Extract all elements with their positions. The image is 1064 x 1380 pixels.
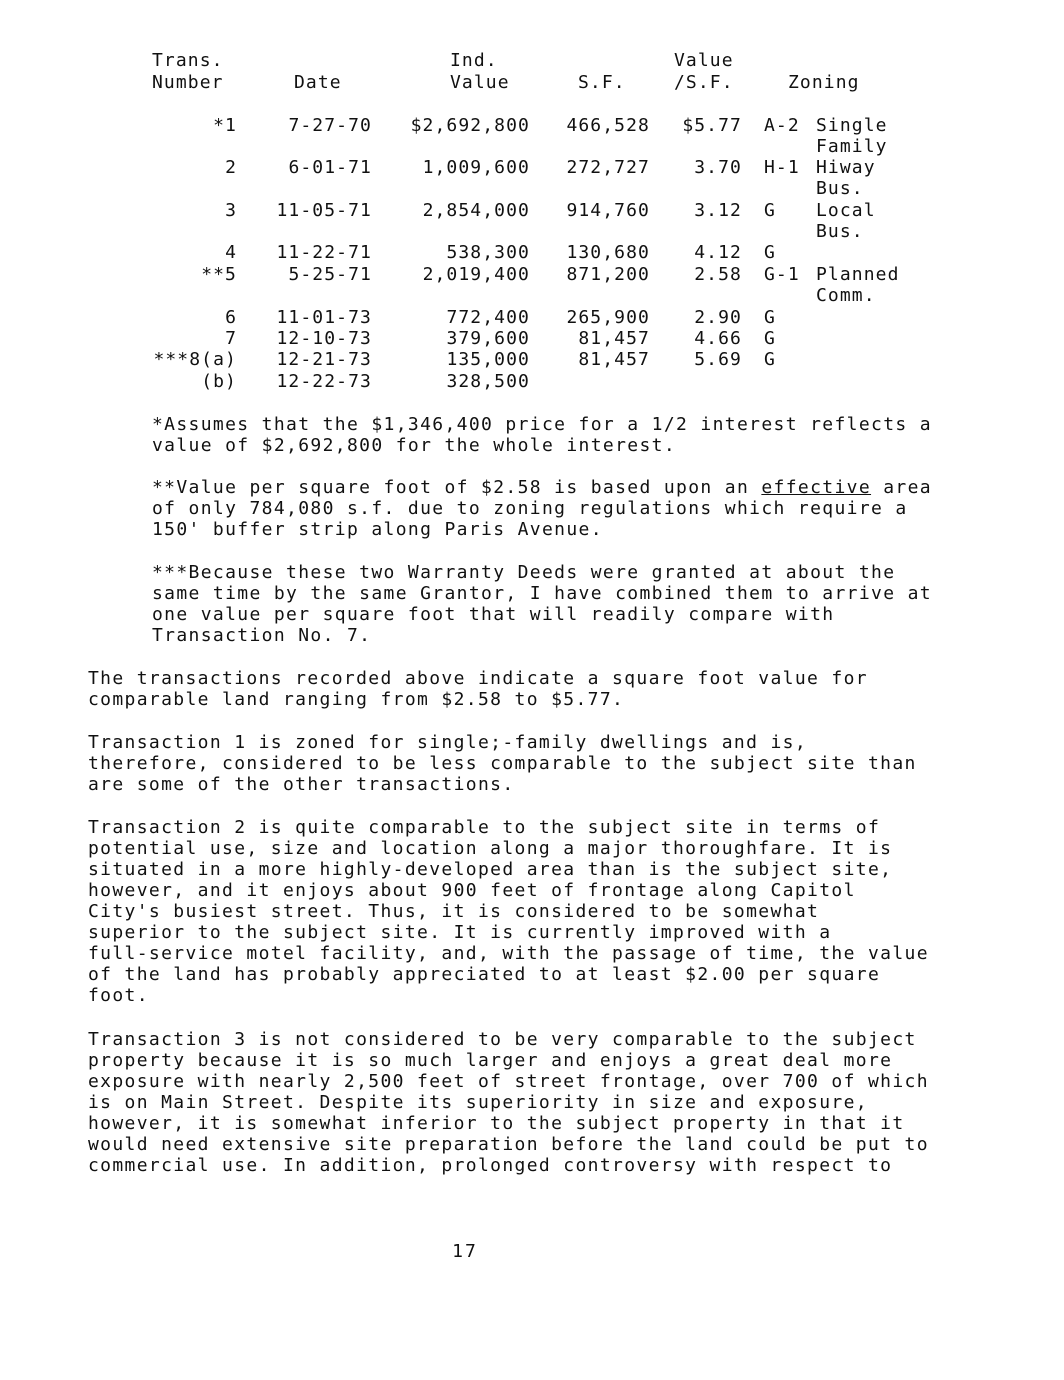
- paragraph-transaction-2: Transaction 2 is quite comparable to the subject site in terms of potential use, size and location along a major thoroughfare. It is situated in a more highly-developed area than is the subject site, however, and it enjoys about 900 feet of frontage along Capitol City's busiest street. Thus, it is considered to be somewhat superior to the subject site. It is currently improved with a full-service motel facility, and, with the passage of time, the value of the land has probably appreciated to at least $2.00 per square foot.: [88, 817, 929, 1006]
- table-cell-date: 12-22-73: [276, 371, 372, 392]
- footnote-text: **Value per square foot of $2.58 is based upon an: [152, 477, 762, 498]
- table-cell-value-sf: $5.77: [682, 115, 742, 136]
- table-cell-zone-desc2: Comm.: [816, 285, 876, 306]
- table-cell-number: 3: [225, 200, 237, 221]
- table-cell-zone-desc2: Bus.: [816, 221, 864, 242]
- table-cell-value: 379,600: [446, 328, 530, 349]
- header-date: Date: [294, 72, 342, 93]
- table-cell-value: $2,692,800: [410, 115, 530, 136]
- table-cell-value: 328,500: [446, 371, 530, 392]
- table-cell-number: 2: [225, 157, 237, 178]
- header-trans: Trans.: [152, 50, 224, 71]
- table-cell-sf: 265,900: [566, 307, 650, 328]
- table-cell-value: 135,000: [446, 349, 530, 370]
- table-cell-zone-desc: Hiway: [816, 157, 876, 178]
- table-cell-number: **5: [201, 264, 237, 285]
- table-cell-date: 5-25-71: [288, 264, 372, 285]
- table-cell-date: 11-05-71: [276, 200, 372, 221]
- header-number: Number: [152, 72, 224, 93]
- footnote-double-asterisk: [152, 477, 1012, 540]
- header-value: Value: [674, 50, 734, 71]
- table-cell-date: 11-22-71: [276, 242, 372, 263]
- table-cell-value-sf: 4.66: [694, 328, 742, 349]
- table-cell-date: 6-01-71: [288, 157, 372, 178]
- table-cell-zone-desc: Planned: [816, 264, 900, 285]
- header-per-sf: /S.F.: [674, 72, 734, 93]
- table-cell-date: 12-10-73: [276, 328, 372, 349]
- table-cell-sf: 81,457: [578, 328, 650, 349]
- table-cell-zone: G: [764, 307, 776, 328]
- underlined-word: effective: [761, 477, 872, 498]
- paragraph-value-range: The transactions recorded above indicate a square foot value for comparable land ranging from $2.58 to $5.77.: [88, 668, 868, 710]
- table-cell-date: 7-27-70: [288, 115, 372, 136]
- footnote-triple-asterisk: ***Because these two Warranty Deeds were granted at about the same time by the same Grantor, I have combined them to arrive at one value per square foot that will readily compare with Transaction No. 7.: [152, 562, 932, 646]
- table-cell-zone: A-2: [764, 115, 800, 136]
- table-cell-value-sf: 5.69: [694, 349, 742, 370]
- footnote-text: area of only 784,080 s.f. due to zoning regulations which require a 150' buffer strip along Paris Avenue.: [152, 477, 932, 540]
- header-zoning: Zoning: [788, 72, 860, 93]
- table-cell-value-sf: 2.58: [694, 264, 742, 285]
- table-cell-zone: G: [764, 200, 776, 221]
- table-cell-zone-desc: Local: [816, 200, 876, 221]
- table-cell-zone: G: [764, 328, 776, 349]
- table-cell-number: 4: [225, 242, 237, 263]
- table-cell-number: ***8(a): [153, 349, 237, 370]
- table-cell-value: 2,854,000: [422, 200, 530, 221]
- paragraph-transaction-1: Transaction 1 is zoned for single;-family dwellings and is, therefore, considered to be less comparable to the subject site than are some of the other transactions.: [88, 732, 917, 795]
- table-cell-sf: 81,457: [578, 349, 650, 370]
- table-cell-sf: 914,760: [566, 200, 650, 221]
- table-cell-zone: G-1: [764, 264, 800, 285]
- table-cell-value-sf: 2.90: [694, 307, 742, 328]
- table-cell-zone: G: [764, 349, 776, 370]
- table-cell-value-sf: 3.12: [694, 200, 742, 221]
- table-cell-value: 2,019,400: [422, 264, 530, 285]
- table-cell-zone-desc2: Family: [816, 136, 888, 157]
- table-cell-sf: 130,680: [566, 242, 650, 263]
- header-value2: Value: [450, 72, 510, 93]
- table-cell-date: 11-01-73: [276, 307, 372, 328]
- header-sf: S.F.: [578, 72, 626, 93]
- paragraph-transaction-3: Transaction 3 is not considered to be very comparable to the subject property because it is so much larger and enjoys a great deal more exposure with nearly 2,500 feet of street frontage, over 700 of which is on Main Street. Despite its superiority in size and exposure, however, it is somewhat inferior to the subject property in that it would need extensive site preparation before the land could be put to commercial use. In addition, prolonged controversy with respect to: [88, 1029, 929, 1176]
- table-cell-sf: 272,727: [566, 157, 650, 178]
- header-ind: Ind.: [450, 50, 498, 71]
- table-cell-zone-desc: Single: [816, 115, 888, 136]
- table-cell-value: 1,009,600: [422, 157, 530, 178]
- table-cell-number: *1: [213, 115, 237, 136]
- table-cell-number: 6: [225, 307, 237, 328]
- table-cell-sf: 466,528: [566, 115, 650, 136]
- table-cell-number: 7: [225, 328, 237, 349]
- table-cell-value: 538,300: [446, 242, 530, 263]
- page-number: 17: [452, 1241, 478, 1262]
- table-cell-sf: 871,200: [566, 264, 650, 285]
- table-cell-zone: H-1: [764, 157, 800, 178]
- table-cell-value: 772,400: [446, 307, 530, 328]
- table-cell-date: 12-21-73: [276, 349, 372, 370]
- table-cell-value-sf: 4.12: [694, 242, 742, 263]
- table-cell-zone: G: [764, 242, 776, 263]
- table-cell-value-sf: 3.70: [694, 157, 742, 178]
- table-cell-zone-desc2: Bus.: [816, 178, 864, 199]
- table-cell-number: (b): [201, 371, 237, 392]
- footnote-single-asterisk: *Assumes that the $1,346,400 price for a 1/2 interest reflects a value of $2,692,800 for the whole interest.: [152, 414, 932, 456]
